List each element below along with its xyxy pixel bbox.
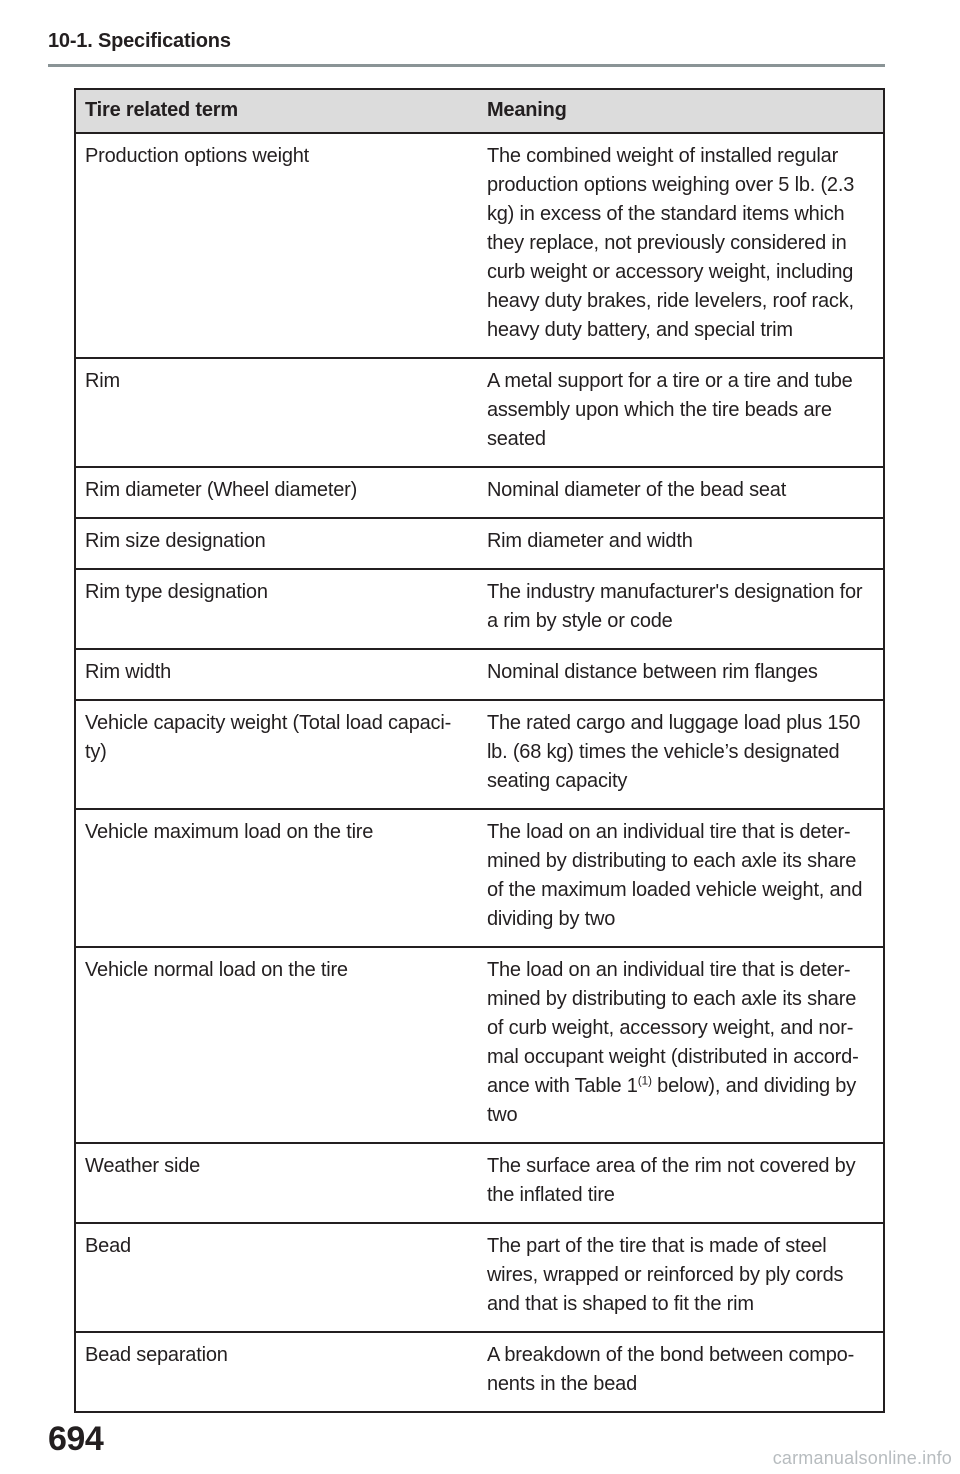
term-cell: Rim diameter (Wheel diameter) — [75, 467, 478, 518]
table-row — [75, 569, 884, 649]
watermark: carmanualsonline.info — [772, 1448, 952, 1468]
table-row — [75, 518, 884, 569]
term-cell: Rim size designation — [75, 518, 478, 569]
meaning-cell: The industry manufacturer's designation for a rim by style or code — [478, 569, 884, 649]
meaning-cell: The load on an individual tire that is deter-mined by distributing to each axle its share of the maximum loaded vehicle weight, and dividing by two — [478, 809, 884, 947]
term-cell: Rim — [75, 358, 478, 467]
term-cell: Vehicle normal load on the tire — [75, 947, 478, 1143]
term-cell: Vehicle capacity weight (Total load capaci-ty) — [75, 700, 478, 809]
table-row — [75, 133, 884, 358]
meaning-cell: Nominal distance between rim flanges — [478, 649, 884, 700]
term-cell: Rim width — [75, 649, 478, 700]
table-row — [75, 1223, 884, 1332]
column-header-meaning: Meaning — [478, 89, 884, 133]
table-header-row — [75, 89, 884, 133]
header-divider — [48, 64, 885, 67]
tire-terms-table — [74, 88, 885, 1413]
term-cell: Bead separation — [75, 1332, 478, 1412]
table-row — [75, 649, 884, 700]
table-row — [75, 700, 884, 809]
meaning-cell: A breakdown of the bond between compo-nents in the bead — [478, 1332, 884, 1412]
term-cell: Vehicle maximum load on the tire — [75, 809, 478, 947]
table-row — [75, 358, 884, 467]
page-number: 694 — [48, 1420, 104, 1458]
table-row — [75, 467, 884, 518]
meaning-cell: The combined weight of installed regular production options weighing over 5 lb. (2.3 kg) in excess of the standard items which they replace, not previously considered in curb weight or accessory weight, including heavy duty brakes, ride levelers, roof rack, heavy duty battery, and special trim — [478, 133, 884, 358]
meaning-cell: A metal support for a tire or a tire and tube assembly upon which the tire beads are seated — [478, 358, 884, 467]
term-cell: Weather side — [75, 1143, 478, 1223]
meaning-text-post: below), and dividing by two — [486, 1075, 857, 1126]
term-cell: Production options weight — [75, 133, 478, 358]
table-row — [75, 947, 884, 1143]
meaning-cell: Nominal diameter of the bead seat — [478, 467, 884, 518]
term-cell: Bead — [75, 1223, 478, 1332]
meaning-text-pre: The load on an individual tire that is deter-mined by distributing to each axle its share of curb weight, accessory weight, and nor-mal occupant weight (distributed in accord-ance with Table 1 — [486, 959, 859, 1097]
table-row — [75, 1332, 884, 1412]
footnote-ref: (1) — [637, 1073, 652, 1088]
meaning-cell — [478, 947, 884, 1143]
meaning-cell: The part of the tire that is made of steel wires, wrapped or reinforced by ply cords and that is shaped to fit the rim — [478, 1223, 884, 1332]
meaning-cell: The rated cargo and luggage load plus 150 lb. (68 kg) times the vehicle’s designated seating capacity — [478, 700, 884, 809]
table-row — [75, 809, 884, 947]
column-header-term: Tire related term — [75, 89, 478, 133]
meaning-cell: The surface area of the rim not covered by the inflated tire — [478, 1143, 884, 1223]
term-cell: Rim type designation — [75, 569, 478, 649]
table-row — [75, 1143, 884, 1223]
meaning-cell: Rim diameter and width — [478, 518, 884, 569]
section-title: 10-1. Specifications — [48, 30, 231, 52]
